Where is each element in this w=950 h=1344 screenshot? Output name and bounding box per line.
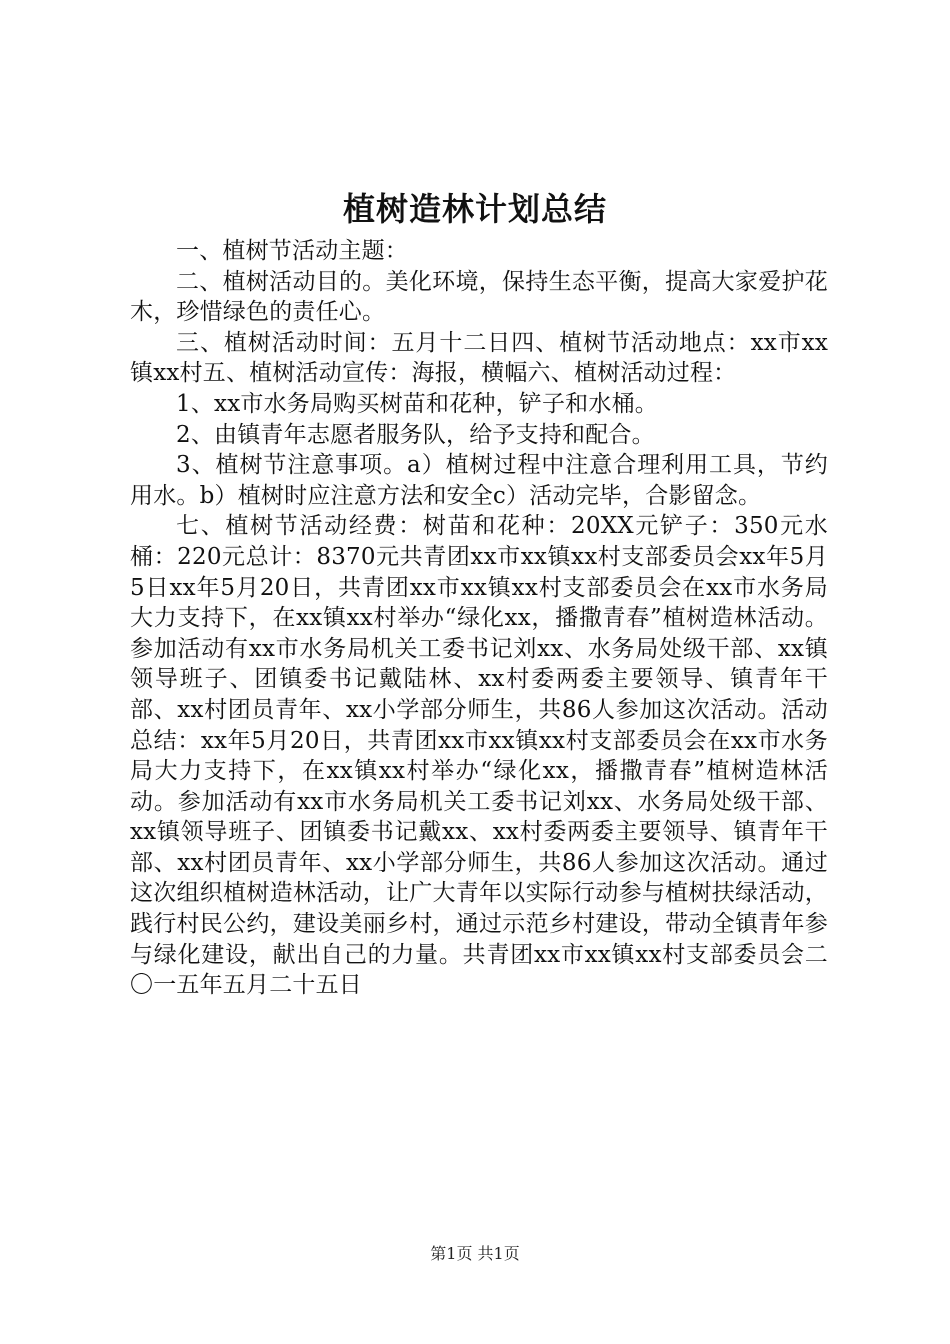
- document-body: [130, 236, 828, 1001]
- paragraph-time-place: 三、植树活动时间：五月十二日四、植树节活动地点：xx市xx镇xx村五、植树活动宣传：海报，横幅六、植树活动过程：: [130, 329, 828, 387]
- paragraph-step-3: 3、植树节注意事项。a）植树过程中注意合理利用工具，节约用水。b）植树时应注意方法和安全c）活动完毕，合影留念。: [130, 452, 828, 509]
- page-footer: 第1页 共1页: [430, 1244, 520, 1263]
- paragraph-theme: 一、植树节活动主题：: [176, 238, 408, 264]
- paragraph-step-2: 2、由镇青年志愿者服务队，给予支持和配合。: [176, 421, 655, 448]
- document-title: 植树造林计划总结: [342, 190, 607, 228]
- paragraph-purpose: 二、植树活动目的。美化环境，保持生态平衡，提高大家爱护花木，珍惜绿色的责任心。: [130, 268, 828, 326]
- paragraph-budget-summary: 七、植树节活动经费：树苗和花种：20XX元铲子：350元水桶：220元总计：8370元共青团xx市xx镇xx村支部委员会xx年5月5日xx年5月20日，共青团xx市xx镇xx村支部委员会在xx市水务局大力支持下，在xx镇xx村举办“绿化xx，播撒青春”植树造林活动。参加活动有xx市水务局机关工委书记刘xx、水务局处级干部、xx镇领导班子、团镇委书记戴陆林、xx村委两委主要领导、镇青年干部、xx村团员青年、xx小学部分师生，共86人参加这次活动。活动总结：xx年5月20日，共青团xx市xx镇xx村支部委员会在xx市水务局大力支持下，在xx镇xx村举办“绿化xx，播撒青春”植树造林活动。参加活动有xx市水务局机关工委书记刘xx、水务局处级干部、xx镇领导班子、团镇委书记戴xx、xx村委两委主要领导、镇青年干部、xx村团员青年、xx小学部分师生，共86人参加这次活动。通过这次组织植树造林活动，让广大青年以实际行动参与植树扶绿活动，践行村民公约，建设美丽乡村，通过示范乡村建设，带动全镇青年参与绿化建设，献出自己的力量。共青团xx市xx镇xx村支部委员会二〇一五年五月二十五日: [130, 513, 828, 999]
- paragraph-step-1: 1、xx市水务局购买树苗和花种，铲子和水桶。: [176, 390, 658, 417]
